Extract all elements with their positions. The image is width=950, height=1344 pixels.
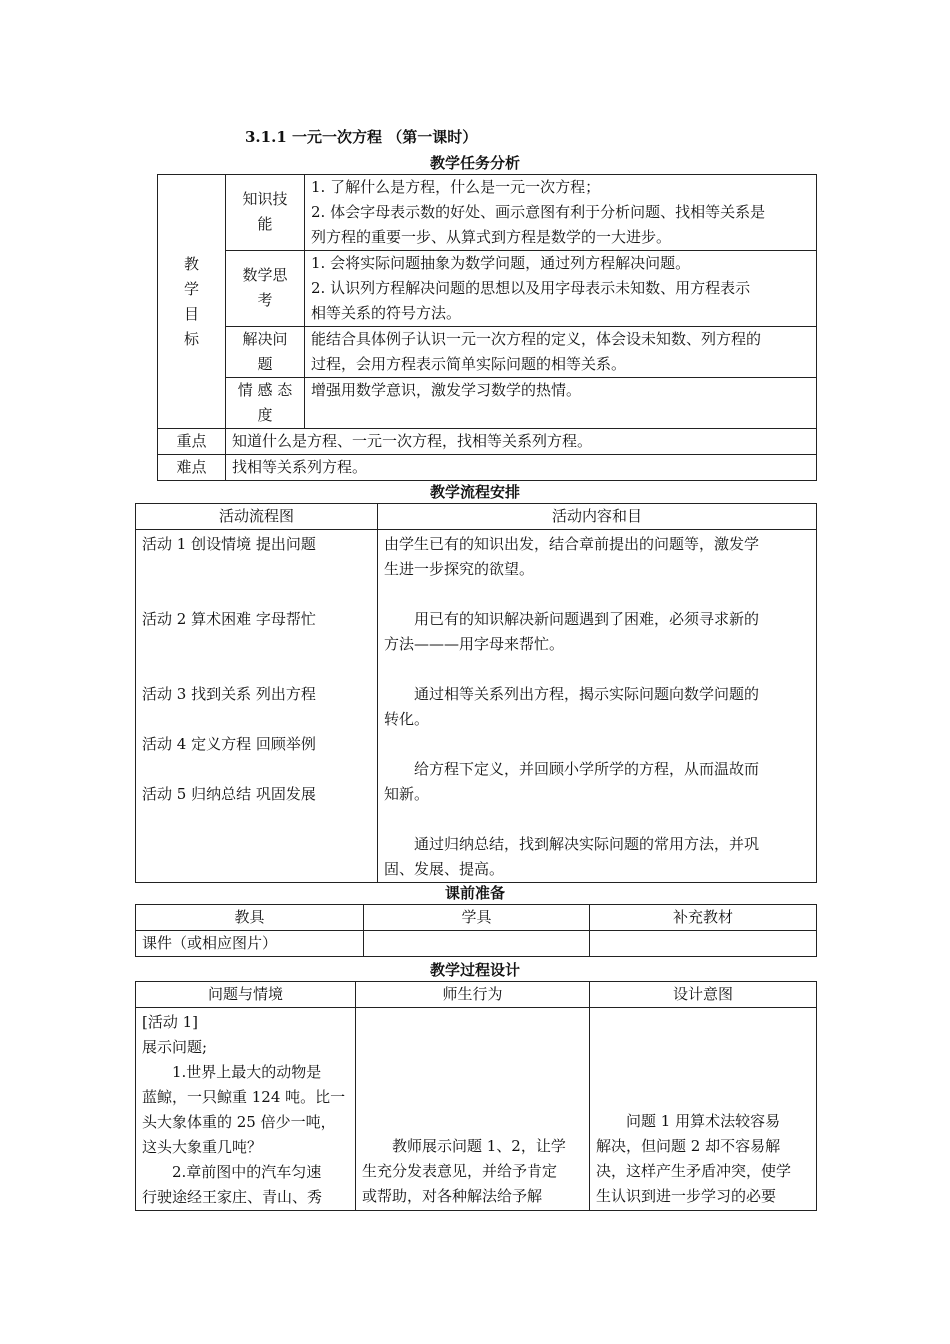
prep-cell-teaching-aids: 课件（或相应图片） (136, 931, 364, 957)
difficult-point-text: 找相等关系列方程。 (226, 455, 817, 481)
section-heading-flow: 教学流程安排 (429, 483, 520, 501)
process-intent-cell (590, 1008, 817, 1211)
content-line: 通过相等关系列出方程，揭示实际问题向数学问题的 (414, 685, 760, 703)
task-analysis-table (157, 174, 817, 481)
content-line: 用已有的知识解决新问题遇到了困难，必须寻求新的 (414, 610, 760, 628)
problem-line: 展示问题; (142, 1038, 208, 1056)
goal-category-attitude (226, 378, 305, 429)
category-label: 考 (257, 291, 273, 309)
goal-content-thinking (305, 251, 817, 327)
process-table (135, 981, 817, 1211)
flow-col2-header: 活动内容和目 (378, 504, 817, 530)
goal-line: 1. 会将实际问题抽象为数学问题，通过列方程解决问题。 (311, 254, 691, 272)
lesson-title: 3.1.1 一元一次方程 （第一课时） (245, 128, 478, 146)
intent-line: 决，这样产生矛盾冲突，使学 (596, 1162, 792, 1180)
flow-contents-cell (378, 530, 817, 883)
goal-line: 2. 认识列方程解决问题的思想以及用字母表示未知数、用方程表示 (311, 279, 751, 297)
goal-line: 增强用数学意识，激发学习数学的热情。 (311, 381, 582, 399)
category-label: 度 (257, 406, 273, 424)
goal-content-problem-solving (305, 327, 817, 378)
behavior-line: 或帮助，对各种解法给予解 (362, 1187, 543, 1205)
problem-line: [活动 1] (142, 1013, 199, 1031)
process-header-behavior: 师生行为 (356, 982, 590, 1008)
content-line: 给方程下定义，并回顾小学所学的方程，从而温故而 (414, 760, 760, 778)
section-heading-task-analysis: 教学任务分析 (429, 154, 520, 172)
problem-line: 头大象体重的 25 倍少一吨， (142, 1113, 336, 1131)
prep-header-student-aids: 学具 (364, 905, 590, 931)
section-heading-process: 教学过程设计 (429, 961, 520, 979)
process-behavior-cell (356, 1008, 590, 1211)
content-line: 转化。 (384, 710, 430, 728)
goal-line: 过程，会用方程表示简单实际问题的相等关系。 (311, 355, 627, 373)
category-label: 知识技 (242, 190, 288, 208)
intent-line: 解决，但问题 2 却不容易解 (596, 1137, 781, 1155)
intent-line: 生认识到进一步学习的必要 (596, 1187, 777, 1205)
prep-header-supplementary: 补充教材 (590, 905, 817, 931)
goal-line: 2. 体会字母表示数的好处、画示意图有利于分析问题、找相等关系是 (311, 203, 766, 221)
goal-content-knowledge (305, 175, 817, 251)
flow-activities-cell (136, 530, 378, 883)
problem-line: 行驶途经王家庄、青山、秀 (142, 1188, 323, 1206)
content-line: 生进一步探究的欲望。 (384, 560, 535, 578)
problem-line: 这头大象重几吨？ (142, 1138, 263, 1156)
prep-cell-student-aids (364, 931, 590, 957)
section-heading-prep: 课前准备 (444, 884, 505, 902)
problem-line: 1.世界上最大的动物是 (172, 1063, 322, 1081)
goal-line: 1. 了解什么是方程，什么是一元一次方程； (311, 178, 601, 196)
goal-category-problem-solving (226, 327, 305, 378)
difficult-point-label: 难点 (158, 455, 226, 481)
process-header-problem: 问题与情境 (136, 982, 356, 1008)
content-line: 固、发展、提高。 (384, 860, 505, 878)
key-point-text: 知道什么是方程、一元一次方程，找相等关系列方程。 (226, 429, 817, 455)
key-point-label: 重点 (158, 429, 226, 455)
goal-line: 能结合具体例子认识一元一次方程的定义，体会设未知数、列方程的 (311, 330, 762, 348)
prep-table (135, 904, 817, 957)
goal-label-cell (158, 175, 226, 429)
goal-label-char: 标 (183, 329, 199, 348)
goal-category-thinking (226, 251, 305, 327)
content-line: 由学生已有的知识出发，结合章前提出的问题等，激发学 (384, 535, 760, 553)
behavior-line: 生充分发表意见，并给予肯定 (362, 1162, 558, 1180)
flow-col1-header: 活动流程图 (136, 504, 378, 530)
prep-cell-supplementary (590, 931, 817, 957)
process-problem-cell (136, 1008, 356, 1211)
content-line: 通过归纳总结，找到解决实际问题的常用方法，并巩 (414, 835, 760, 853)
activity-item: 活动 5 归纳总结 巩固发展 (142, 785, 316, 803)
goal-label-char: 学 (183, 279, 199, 298)
category-label: 解决问 (242, 330, 288, 348)
activity-item: 活动 2 算术困难 字母帮忙 (142, 610, 316, 628)
flow-table (135, 503, 817, 883)
content-line: 知新。 (384, 785, 430, 803)
prep-header-teaching-aids: 教具 (136, 905, 364, 931)
goal-label-char: 目 (183, 304, 199, 323)
behavior-line: 教师展示问题 1、2，让学 (392, 1137, 566, 1155)
goal-label-char: 教 (183, 254, 199, 273)
goal-line: 列方程的重要一步、从算式到方程是数学的一大进步。 (311, 228, 672, 246)
intent-line: 问题 1 用算术法较容易 (626, 1112, 781, 1130)
activity-item: 活动 4 定义方程 回顾举例 (142, 735, 316, 753)
goal-line: 相等关系的符号方法。 (311, 304, 462, 322)
goal-content-attitude (305, 378, 817, 429)
activity-item: 活动 3 找到关系 列出方程 (142, 685, 316, 703)
content-line: 方法———用字母来帮忙。 (384, 635, 565, 653)
process-header-intent: 设计意图 (590, 982, 817, 1008)
category-label: 题 (257, 355, 273, 373)
category-label: 能 (257, 215, 273, 233)
category-label: 数学思 (242, 266, 288, 284)
problem-line: 蓝鲸，一只鲸重 124 吨。比一 (142, 1088, 346, 1106)
goal-category-knowledge (226, 175, 305, 251)
activity-item: 活动 1 创设情境 提出问题 (142, 535, 316, 553)
problem-line: 2.章前图中的汽车匀速 (172, 1163, 322, 1181)
category-label: 情 感 态 (237, 381, 293, 399)
